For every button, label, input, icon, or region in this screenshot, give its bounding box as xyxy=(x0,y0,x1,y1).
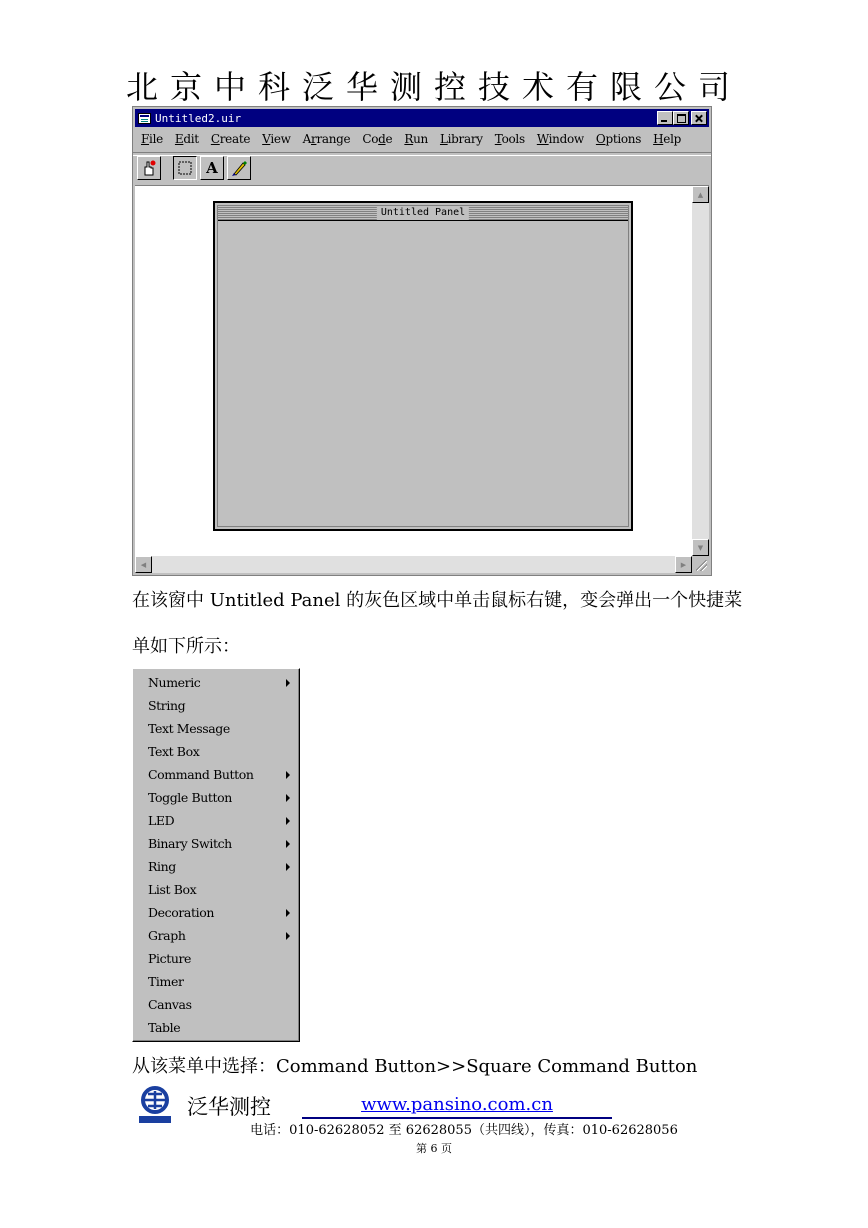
untitled-panel[interactable] xyxy=(213,201,633,531)
submenu-arrow-icon xyxy=(286,909,290,917)
menu-file[interactable]: File xyxy=(141,132,163,146)
context-menu-label: Text Message xyxy=(148,721,230,736)
text-tool-icon[interactable]: A xyxy=(200,156,224,180)
context-menu-label: String xyxy=(148,698,186,713)
uir-editor-window xyxy=(132,106,712,576)
submenu-arrow-icon xyxy=(286,794,290,802)
window-titlebar[interactable] xyxy=(135,109,709,127)
menu-run[interactable]: Run xyxy=(404,132,428,146)
window-title: Untitled2.uir xyxy=(155,111,242,125)
context-menu-item-ring[interactable] xyxy=(148,856,299,878)
context-menu-item-decoration[interactable] xyxy=(148,902,299,924)
context-menu-item-text-box[interactable] xyxy=(148,741,299,763)
context-menu-label: Table xyxy=(148,1020,181,1035)
context-menu-item-canvas[interactable] xyxy=(148,994,299,1016)
menu-window[interactable]: Window xyxy=(536,132,584,146)
footer-url-link[interactable]: www.pansino.com.cn xyxy=(302,1093,612,1119)
context-menu-item-table[interactable] xyxy=(148,1017,299,1039)
context-menu-label: Timer xyxy=(148,974,184,989)
vertical-scrollbar[interactable] xyxy=(692,186,709,556)
submenu-arrow-icon xyxy=(286,863,290,871)
context-menu-label: Picture xyxy=(148,951,192,966)
editor-client-area[interactable] xyxy=(135,185,709,573)
menu-options[interactable]: Options xyxy=(595,132,642,146)
horizontal-scrollbar[interactable] xyxy=(135,556,692,573)
menu-tools[interactable]: Tools xyxy=(494,132,525,146)
instruction-text-1: 在该窗中 Untitled Panel 的灰色区域中单击鼠标右键，变会弹出一个快捷菜 xyxy=(132,590,743,611)
resize-grip-icon[interactable] xyxy=(692,556,709,573)
instruction-text-1b: 单如下所示： xyxy=(132,636,240,657)
select-tool-icon[interactable] xyxy=(173,156,197,180)
panel-title: Untitled Panel xyxy=(377,206,469,220)
context-menu-item-binary-switch[interactable] xyxy=(148,833,299,855)
context-menu-label: Toggle Button xyxy=(148,790,232,805)
toolbar xyxy=(137,156,251,182)
submenu-arrow-icon xyxy=(286,679,290,687)
context-menu-item-list-box[interactable] xyxy=(148,879,299,901)
color-brush-icon[interactable] xyxy=(227,156,251,180)
context-menu xyxy=(132,668,300,1042)
page-number: 第 6 页 xyxy=(416,1142,452,1155)
context-menu-label: Numeric xyxy=(148,675,201,690)
scroll-left-arrow-icon[interactable]: ◀ xyxy=(135,556,152,573)
context-menu-label: Decoration xyxy=(148,905,214,920)
context-menu-item-graph[interactable] xyxy=(148,925,299,947)
context-menu-label: Text Box xyxy=(148,744,200,759)
context-menu-label: Binary Switch xyxy=(148,836,232,851)
instruction-text-2: 从该菜单中选择：Command Button>>Square Command Button xyxy=(132,1056,698,1077)
context-menu-label: List Box xyxy=(148,882,197,897)
context-menu-item-led[interactable] xyxy=(148,810,299,832)
page-header-title: 北京中科泛华测控技术有限公司 xyxy=(125,68,742,106)
context-menu-label: LED xyxy=(148,813,175,828)
menu-library[interactable]: Library xyxy=(439,132,483,146)
menu-view[interactable]: View xyxy=(262,132,291,146)
operate-tool-icon[interactable] xyxy=(137,156,161,180)
context-menu-item-command-button[interactable] xyxy=(148,764,299,786)
menu-arrange[interactable]: Arrange xyxy=(302,132,351,146)
uir-file-icon xyxy=(138,113,151,124)
maximize-button[interactable] xyxy=(673,111,689,125)
submenu-arrow-icon xyxy=(286,932,290,940)
footer-brand: 泛华测控 xyxy=(187,1095,271,1119)
context-menu-item-string[interactable] xyxy=(148,695,299,717)
context-menu-item-timer[interactable] xyxy=(148,971,299,993)
context-menu-label: Command Button xyxy=(148,767,254,782)
submenu-arrow-icon xyxy=(286,771,290,779)
menu-code[interactable]: Code xyxy=(362,132,393,146)
menu-bar xyxy=(135,129,709,149)
context-menu-label: Canvas xyxy=(148,997,192,1012)
menu-edit[interactable]: Edit xyxy=(174,132,199,146)
context-menu-item-text-message[interactable] xyxy=(148,718,299,740)
scroll-up-arrow-icon[interactable]: ▲ xyxy=(692,186,709,203)
context-menu-label: Ring xyxy=(148,859,176,874)
menu-help[interactable]: Help xyxy=(653,132,681,146)
context-menu-label: Graph xyxy=(148,928,186,943)
context-menu-item-picture[interactable] xyxy=(148,948,299,970)
scroll-down-arrow-icon[interactable]: ▼ xyxy=(692,539,709,556)
submenu-arrow-icon xyxy=(286,840,290,848)
submenu-arrow-icon xyxy=(286,817,290,825)
close-button[interactable] xyxy=(691,111,707,125)
panel-titlebar xyxy=(218,206,628,221)
minimize-button[interactable] xyxy=(657,111,673,125)
menu-create[interactable]: Create xyxy=(210,132,251,146)
footer-contact: 电话：010-62628052 至 62628055（共四线），传真：010-62628056 xyxy=(250,1123,678,1138)
context-menu-item-toggle-button[interactable] xyxy=(148,787,299,809)
context-menu-item-numeric[interactable] xyxy=(148,672,299,694)
scroll-right-arrow-icon[interactable]: ▶ xyxy=(675,556,692,573)
